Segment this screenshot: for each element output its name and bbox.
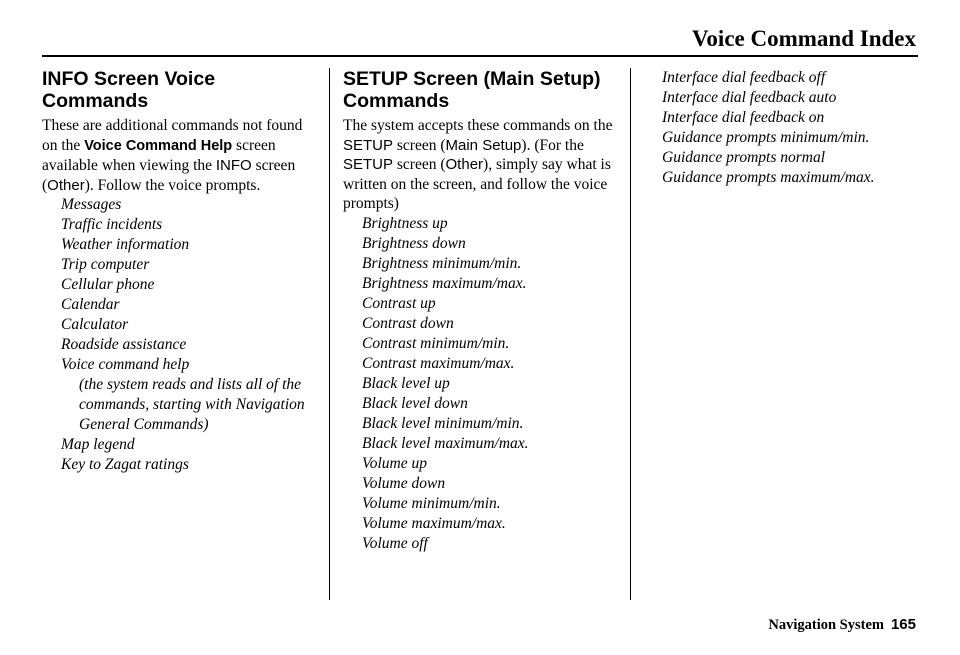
screen-name-main-setup: Main Setup (445, 136, 522, 154)
command-item: Brightness down (362, 234, 466, 252)
command-item: Key to Zagat ratings (61, 456, 189, 473)
command-item: Contrast down (362, 314, 454, 332)
heading-line: INFO Screen Voice (42, 68, 216, 90)
command-item: Brightness maximum/max. (362, 274, 527, 292)
setup-commands-continued-column (662, 68, 942, 188)
command-item: Black level down (362, 394, 468, 412)
page-title: Voice Command Index (691, 26, 916, 51)
screen-name-voice-command-help: Voice Command Help (84, 137, 233, 154)
command-note: (the system reads and lists all of the commands, starting with Navigation General Commands) (79, 376, 305, 433)
command-item: Black level maximum/max. (362, 434, 529, 452)
column-divider (630, 68, 631, 600)
command-item: Cellular phone (61, 276, 155, 293)
page-number: 165 (890, 616, 916, 633)
heading-line: Commands (42, 90, 149, 112)
column-divider (329, 68, 330, 600)
command-item: Brightness up (362, 214, 448, 232)
command-item: Interface dial feedback on (662, 109, 825, 126)
command-item: Volume up (362, 454, 428, 472)
setup-command-list (343, 214, 621, 554)
command-item: Guidance prompts minimum/min. (662, 129, 870, 146)
info-commands-column (42, 68, 316, 475)
setup-intro-paragraph (343, 116, 621, 214)
command-item: Messages (61, 196, 122, 213)
command-item: Traffic incidents (61, 216, 163, 233)
intro-text: screen available when viewing the (42, 136, 276, 174)
heading-line: SETUP Screen (Main Setup) (343, 68, 601, 90)
command-item: Volume off (362, 534, 428, 552)
command-item: Guidance prompts maximum/max. (662, 169, 875, 186)
command-item: Contrast minimum/min. (362, 334, 510, 352)
setup-command-list-continued (662, 68, 942, 188)
command-item: Roadside assistance (61, 336, 187, 353)
command-item: Weather information (61, 236, 190, 253)
command-item: Calendar (61, 296, 120, 313)
command-item: Voice command help (61, 356, 190, 373)
intro-text: screen ( (42, 157, 296, 194)
intro-text: screen ( (393, 136, 446, 154)
command-item: Interface dial feedback off (662, 69, 826, 86)
screen-name-setup: SETUP (343, 156, 394, 173)
command-item: Contrast maximum/max. (362, 354, 515, 372)
command-item: Volume minimum/min. (362, 494, 501, 512)
screen-name-other: Other (445, 156, 484, 173)
command-item: Interface dial feedback auto (662, 89, 837, 106)
intro-text: screen ( (393, 156, 446, 173)
screen-name-setup: SETUP (343, 136, 394, 154)
command-item: Map legend (61, 436, 135, 453)
intro-text: ), simply say what is written on the screen, and follow the voice prompts) (343, 156, 611, 212)
screen-name-other: Other (47, 176, 85, 194)
command-item: Volume down (362, 474, 446, 492)
command-item: Trip computer (61, 256, 150, 273)
command-item: Calculator (61, 316, 129, 333)
setup-section-heading (343, 68, 621, 112)
heading-line: Commands (343, 90, 450, 112)
command-item: Volume maximum/max. (362, 514, 506, 532)
setup-commands-column (343, 68, 621, 554)
command-item: Black level minimum/min. (362, 414, 524, 432)
info-section-heading (42, 68, 316, 112)
command-item: Black level up (362, 374, 450, 392)
intro-text: ). (For the (521, 136, 584, 154)
intro-text: These are additional commands not found on the (42, 117, 303, 154)
command-item: Contrast up (362, 294, 436, 312)
footer-label: Navigation System (768, 617, 884, 633)
intro-text: The system accepts these commands on the (343, 117, 613, 134)
info-intro-paragraph (42, 116, 316, 195)
command-item: Guidance prompts normal (662, 149, 826, 166)
command-item: Brightness minimum/min. (362, 254, 522, 272)
page-footer (768, 616, 916, 634)
screen-name-info: INFO (215, 157, 252, 174)
intro-text: ). Follow the voice prompts. (84, 176, 261, 194)
info-command-list (42, 195, 316, 475)
header-divider (42, 55, 918, 57)
